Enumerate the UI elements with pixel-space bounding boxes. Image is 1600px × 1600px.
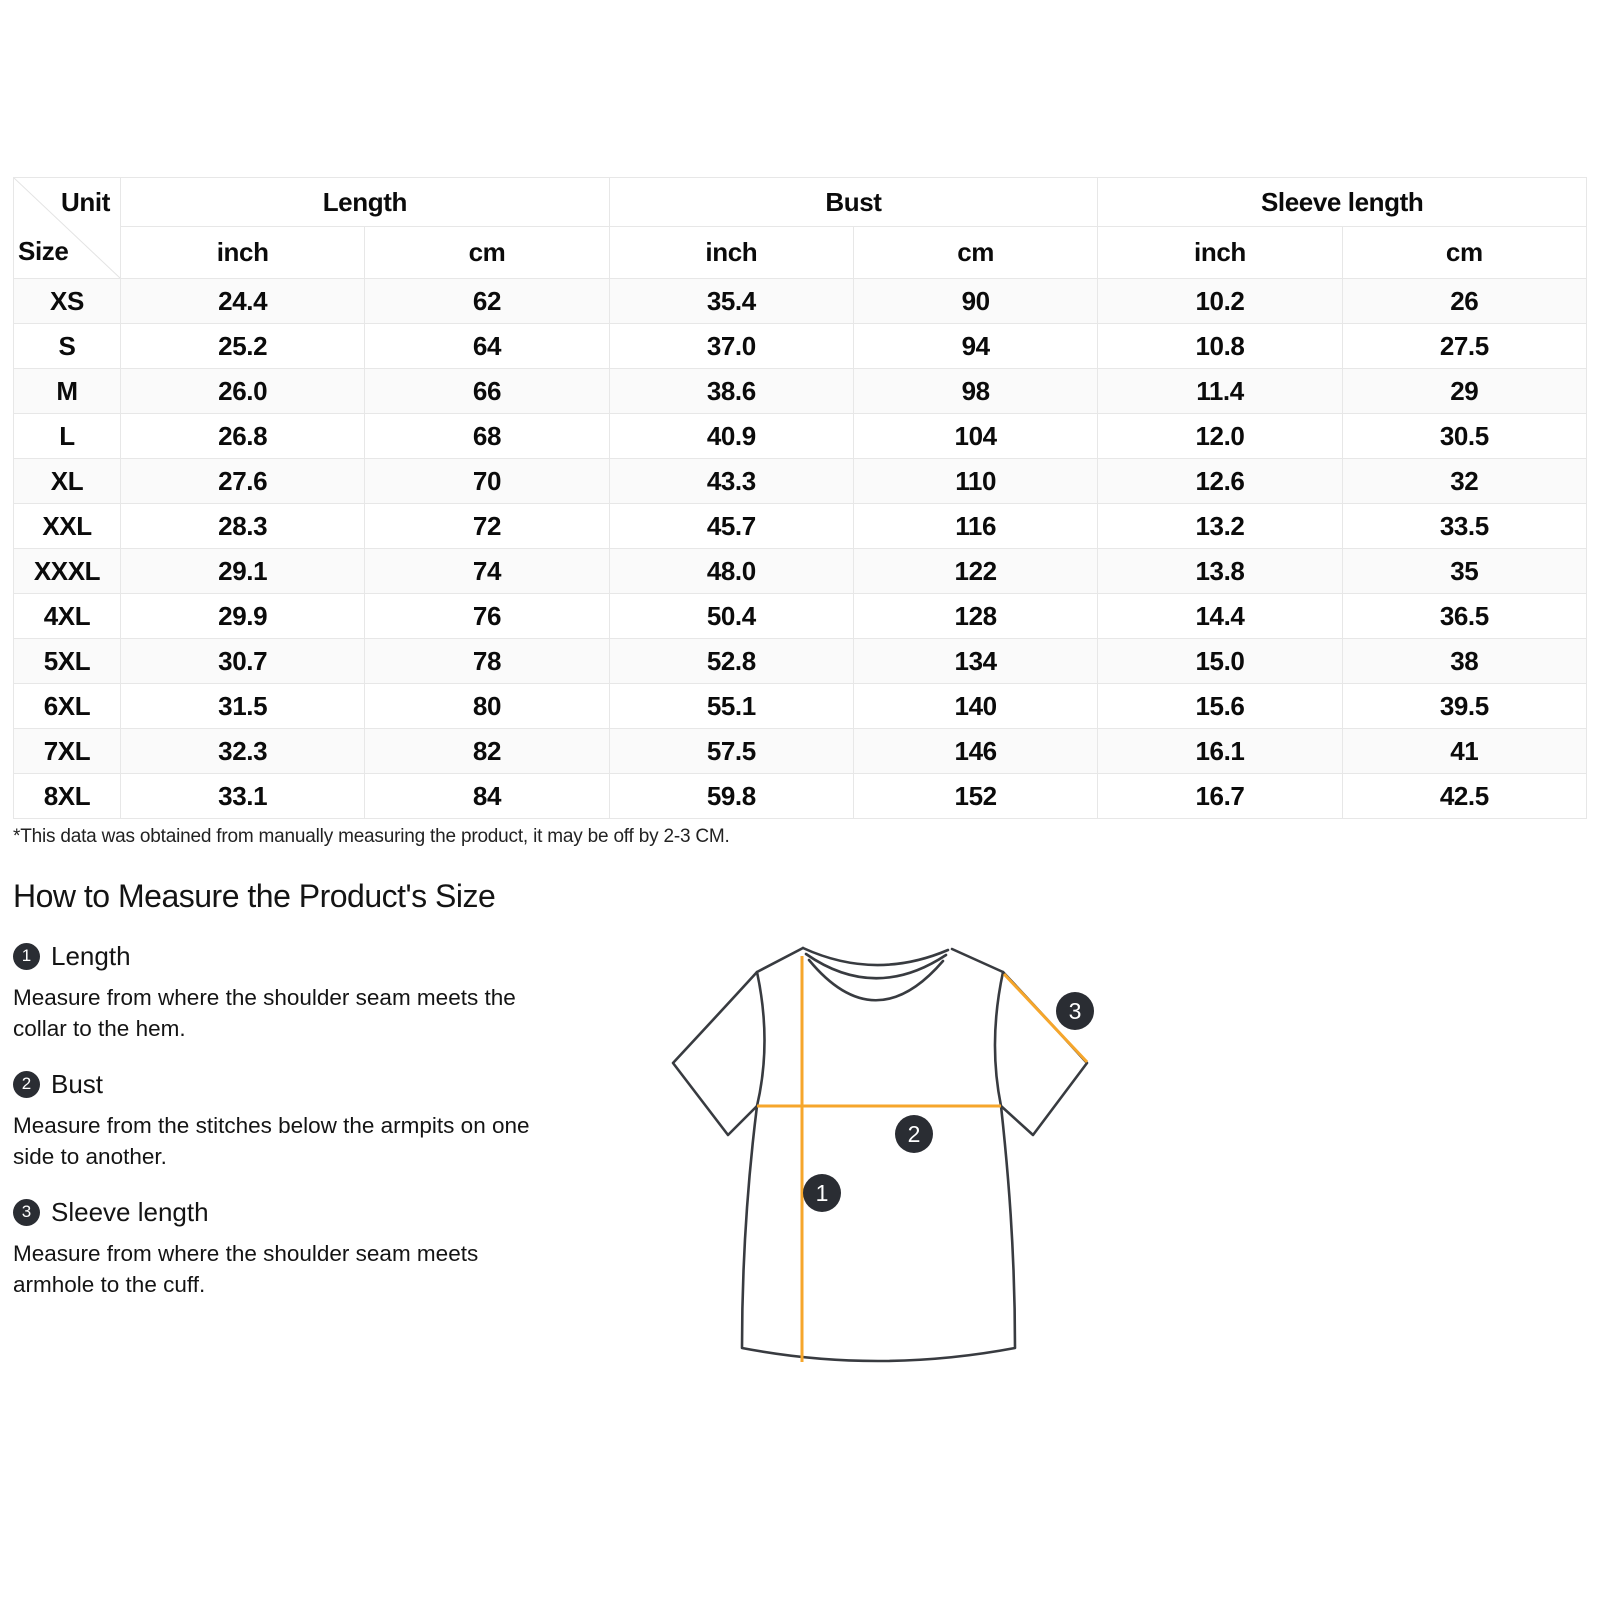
value-cell: 84	[365, 774, 609, 819]
value-cell: 45.7	[609, 504, 853, 549]
step-label: Bust	[51, 1068, 104, 1099]
value-cell: 13.2	[1098, 504, 1342, 549]
value-cell: 10.8	[1098, 324, 1342, 369]
marker-1	[803, 1174, 841, 1212]
size-cell: XS	[14, 279, 121, 324]
value-cell: 11.4	[1098, 369, 1342, 414]
size-chart-section	[13, 177, 1587, 819]
value-cell: 74	[365, 549, 609, 594]
size-cell: M	[14, 369, 121, 414]
step-2-badge: 2	[13, 1071, 40, 1098]
step-description: Measure from the stitches below the armpits on one side to another.	[13, 1113, 530, 1169]
corner-unit-label: Unit	[61, 187, 110, 217]
value-cell: 31.5	[121, 684, 365, 729]
value-cell: 26	[1342, 279, 1586, 324]
table-row	[14, 504, 1587, 549]
column-group-length: Length	[121, 178, 610, 227]
size-cell: XXL	[14, 504, 121, 549]
corner-size-label: Size	[18, 236, 69, 266]
value-cell: 98	[853, 369, 1097, 414]
value-cell: 128	[853, 594, 1097, 639]
unit-header: inch	[121, 227, 365, 279]
value-cell: 62	[365, 279, 609, 324]
size-cell: 6XL	[14, 684, 121, 729]
value-cell: 26.8	[121, 414, 365, 459]
table-row	[14, 279, 1587, 324]
table-row	[14, 594, 1587, 639]
value-cell: 28.3	[121, 504, 365, 549]
value-cell: 35.4	[609, 279, 853, 324]
value-cell: 116	[853, 504, 1097, 549]
collar-line-outer	[803, 948, 948, 965]
size-cell: S	[14, 324, 121, 369]
value-cell: 26.0	[121, 369, 365, 414]
value-cell: 12.6	[1098, 459, 1342, 504]
step-description: Measure from where the shoulder seam meets the collar to the hem.	[13, 985, 516, 1041]
value-cell: 64	[365, 324, 609, 369]
table-row	[14, 549, 1587, 594]
unit-header: inch	[1098, 227, 1342, 279]
armhole-seam-right	[995, 972, 1003, 1106]
value-cell: 94	[853, 324, 1097, 369]
unit-header: cm	[853, 227, 1097, 279]
value-cell: 140	[853, 684, 1097, 729]
value-cell: 72	[365, 504, 609, 549]
value-cell: 42.5	[1342, 774, 1586, 819]
size-cell: 4XL	[14, 594, 121, 639]
value-cell: 29.9	[121, 594, 365, 639]
step-label: Length	[51, 940, 131, 971]
value-cell: 38.6	[609, 369, 853, 414]
table-row	[14, 369, 1587, 414]
table-group-header-row	[14, 178, 1587, 227]
value-cell: 40.9	[609, 414, 853, 459]
value-cell: 32	[1342, 459, 1586, 504]
step-head	[13, 1196, 535, 1228]
tshirt-measure-diagram	[630, 910, 1110, 1390]
unit-header: cm	[1342, 227, 1586, 279]
value-cell: 27.6	[121, 459, 365, 504]
value-cell: 50.4	[609, 594, 853, 639]
table-corner-cell	[14, 178, 121, 279]
marker-2-number: 2	[907, 1121, 921, 1147]
value-cell: 76	[365, 594, 609, 639]
value-cell: 55.1	[609, 684, 853, 729]
armhole-seam-left	[757, 972, 765, 1106]
size-cell: 8XL	[14, 774, 121, 819]
value-cell: 110	[853, 459, 1097, 504]
table-unit-header-row	[14, 227, 1587, 279]
value-cell: 15.0	[1098, 639, 1342, 684]
shirt-outline	[673, 948, 1087, 1361]
measure-step-sleeve-length	[13, 1196, 535, 1300]
size-table	[13, 177, 1587, 819]
value-cell: 14.4	[1098, 594, 1342, 639]
table-row	[14, 459, 1587, 504]
measure-steps	[13, 940, 535, 1324]
table-row	[14, 414, 1587, 459]
value-cell: 32.3	[121, 729, 365, 774]
value-cell: 82	[365, 729, 609, 774]
value-cell: 52.8	[609, 639, 853, 684]
value-cell: 39.5	[1342, 684, 1586, 729]
column-group-sleeve-length: Sleeve length	[1098, 178, 1587, 227]
value-cell: 36.5	[1342, 594, 1586, 639]
value-cell: 29.1	[121, 549, 365, 594]
value-cell: 152	[853, 774, 1097, 819]
value-cell: 16.7	[1098, 774, 1342, 819]
value-cell: 41	[1342, 729, 1586, 774]
step-head	[13, 940, 535, 972]
value-cell: 57.5	[609, 729, 853, 774]
measure-step-bust	[13, 1068, 535, 1172]
unit-header: inch	[609, 227, 853, 279]
step-description: Measure from where the shoulder seam meets armhole to the cuff.	[13, 1241, 479, 1297]
value-cell: 29	[1342, 369, 1586, 414]
value-cell: 35	[1342, 549, 1586, 594]
value-cell: 27.5	[1342, 324, 1586, 369]
value-cell: 134	[853, 639, 1097, 684]
table-row	[14, 774, 1587, 819]
value-cell: 122	[853, 549, 1097, 594]
value-cell: 59.8	[609, 774, 853, 819]
value-cell: 10.2	[1098, 279, 1342, 324]
marker-2	[895, 1115, 933, 1153]
step-1-badge: 1	[13, 943, 40, 970]
value-cell: 146	[853, 729, 1097, 774]
value-cell: 16.1	[1098, 729, 1342, 774]
step-label: Sleeve length	[51, 1196, 209, 1227]
value-cell: 33.5	[1342, 504, 1586, 549]
table-row	[14, 729, 1587, 774]
value-cell: 30.5	[1342, 414, 1586, 459]
size-cell: 7XL	[14, 729, 121, 774]
unit-header: cm	[365, 227, 609, 279]
value-cell: 12.0	[1098, 414, 1342, 459]
value-cell: 68	[365, 414, 609, 459]
step-3-badge: 3	[13, 1199, 40, 1226]
value-cell: 70	[365, 459, 609, 504]
value-cell: 13.8	[1098, 549, 1342, 594]
value-cell: 66	[365, 369, 609, 414]
value-cell: 43.3	[609, 459, 853, 504]
value-cell: 15.6	[1098, 684, 1342, 729]
marker-3-number: 3	[1068, 998, 1082, 1024]
step-head	[13, 1068, 535, 1100]
size-cell: XL	[14, 459, 121, 504]
value-cell: 33.1	[121, 774, 365, 819]
value-cell: 30.7	[121, 639, 365, 684]
size-cell: L	[14, 414, 121, 459]
table-row	[14, 639, 1587, 684]
value-cell: 24.4	[121, 279, 365, 324]
value-cell: 78	[365, 639, 609, 684]
marker-1-number: 1	[815, 1180, 829, 1206]
table-row	[14, 684, 1587, 729]
column-group-bust: Bust	[609, 178, 1098, 227]
marker-3	[1056, 992, 1094, 1030]
size-cell: XXXL	[14, 549, 121, 594]
measurement-disclaimer: *This data was obtained from manually measuring the product, it may be off by 2-3 CM.	[13, 826, 730, 847]
how-to-measure-title: How to Measure the Product's Size	[13, 878, 496, 914]
value-cell: 80	[365, 684, 609, 729]
value-cell: 37.0	[609, 324, 853, 369]
value-cell: 90	[853, 279, 1097, 324]
measure-step-length	[13, 940, 535, 1044]
value-cell: 38	[1342, 639, 1586, 684]
value-cell: 104	[853, 414, 1097, 459]
size-cell: 5XL	[14, 639, 121, 684]
table-row	[14, 324, 1587, 369]
value-cell: 48.0	[609, 549, 853, 594]
value-cell: 25.2	[121, 324, 365, 369]
